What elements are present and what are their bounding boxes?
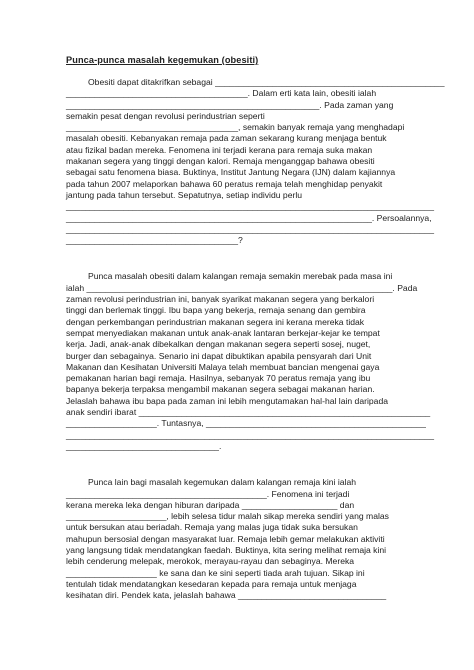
paragraph-entertainment-cause <box>66 477 408 601</box>
paragraph-obesity-definition <box>66 77 445 246</box>
paragraph3-line: tentulah tidak mendatangkan kesedaran kepada para remaja untuk menjaga <box>66 578 357 589</box>
paragraph3-line: kesihatan diri. Pendek kata, jelaslah bahawa _______________________________ <box>66 590 387 601</box>
paragraph2-line: ialah ________________________________________________________________. Pada <box>66 282 418 293</box>
paragraph1-line: ______________________________________. Dalam erti kata lain, obesiti ialah <box>66 88 377 99</box>
paragraph2-line: anak sendiri ibarat _____________________________________________________________ <box>66 407 431 418</box>
paragraph1-line: _____________________________________________________________________________ <box>66 201 435 212</box>
paragraph2-line: Makanan dan Kesihatan Universiti Malaya telah membuat bancian mengenai gaya <box>66 361 380 372</box>
paragraph3-line: Punca lain bagi masalah kegemukan dalam kalangan remaja kini ialah <box>88 477 357 488</box>
paragraph1-line: _____________________________________________________________________________ <box>66 223 435 234</box>
paragraph2-line: tinggi dan berlemak tinggi. Ibu bapa yang bekerja, remaja senang dan gembira <box>66 305 366 316</box>
paragraph2-line: _____________________________________________________________________________ <box>66 429 435 440</box>
paragraph3-line: untuk bersukan atau beriadah. Remaja yang malas juga tidak suka bersukan <box>66 522 358 533</box>
paragraph2-line: kerja. Jadi, anak-anak dibekalkan dengan makanan segera seperti sosej, nuget, <box>66 339 371 350</box>
paragraph1-line: ____________________________________? <box>66 235 243 246</box>
paragraph2-line: Punca masalah obesiti dalam kalangan remaja semakin merebak pada masa ini <box>88 271 393 282</box>
paragraph1-line: jantung pada tahun tersebut. Sepatutnya, setiap individu perlu <box>66 189 303 200</box>
paragraph3-line: ___________________ ke sana dan ke sini seperti tiada arah tujuan. Sikap ini <box>66 567 365 578</box>
paragraph2-line: zaman revolusi perindustrian ini, banyak syarikat makanan segera yang berkalori <box>66 294 375 305</box>
paragraph3-line: yang langsung tidak mendatangkan faedah. Buktinya, kita sering melihat remaja kini <box>66 544 387 555</box>
paragraph3-line: __________________________________________. Fenomena ini terjadi <box>66 488 350 499</box>
paragraph2-line: dengan perkembangan perindustrian makanan segera ini kerana mereka tidak <box>66 316 365 327</box>
paragraph3-line: _____________________, lebih selesa tidur malah sikap mereka sendiri yang malas <box>66 511 389 522</box>
paragraph2-line: bapanya bekerja terpaksa mengambil makanan segera sebagai makanan harian. <box>66 384 375 395</box>
paragraph1-line: ____________________________________, semakin banyak remaja yang menghadapi <box>66 122 405 133</box>
paragraph1-line: ________________________________________________________________. Persoalannya, <box>66 212 432 223</box>
paragraph1-line: atau fizikal badan mereka. Fenomena ini terjadi kerana para remaja suka makan <box>66 144 373 155</box>
paragraph1-line: Obesiti dapat ditakrifkan sebagai ________________________________________________ <box>88 77 445 87</box>
paragraph-fast-food-cause <box>66 271 435 452</box>
worksheet-title: Punca-punca masalah kegemukan (obesiti) <box>66 55 259 65</box>
paragraph1-line: semakin pesat dengan revolusi perindustrian seperti <box>66 110 265 121</box>
paragraph2-line: ________________________________. <box>66 440 222 451</box>
paragraph2-line: ___________________. Tuntasnya, ______________________________________________ <box>66 418 426 429</box>
paragraph3-line: lebih cenderung melepak, merokok, merayau-rayau dan sebaginya. Mereka <box>66 556 355 567</box>
paragraph1-line: makanan segera yang tinggi dengan kalori. Remaja menganggap bahawa obesiti <box>66 156 375 167</box>
paragraph2-line: pemakanan harian bagi remaja. Hasilnya, sebanyak 70 peratus remaja yang ibu <box>66 373 371 384</box>
paragraph1-line: masalah obesiti. Kebanyakan remaja pada zaman sekarang kurang menjaga bentuk <box>66 133 387 144</box>
paragraph3-line: mahupun bersosial dengan masyarakat luar. Remaja lebih gemar melakukan aktiviti <box>66 533 385 544</box>
paragraph2-line: Jelaslah bahawa ibu bapa pada zaman ini lebih mengutamakan hal-hal lain daripada <box>66 395 389 406</box>
paragraph2-line: burger dan sebagainya. Senario ini dapat dibuktikan apabila pensyarah dari Unit <box>66 350 372 361</box>
paragraph3-line: kerana mereka leka dengan hiburan daripada ____________________ dan <box>66 499 355 510</box>
paragraph1-line: sebagai satu fenomena biasa. Buktinya, Institut Jantung Negara (IJN) dalam kajiannya <box>66 167 396 178</box>
paragraph1-line: pada tahun 2007 melaporkan bahawa 60 peratus remaja telah menghidap penyakit <box>66 178 383 189</box>
paragraph2-line: sempat menyediakan makanan untuk anak-anak lantaran berkejar-kejar ke tempat <box>66 327 380 338</box>
paragraph1-line: _____________________________________________________. Pada zaman yang <box>66 99 394 110</box>
